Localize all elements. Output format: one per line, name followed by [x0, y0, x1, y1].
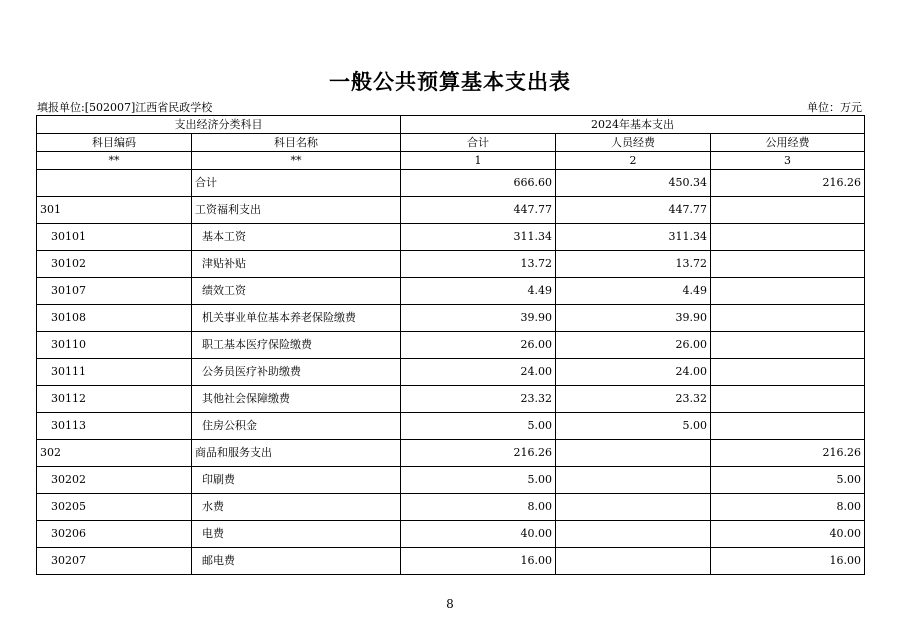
col-index-total: 1 [401, 152, 556, 170]
col-index-personnel: 2 [556, 152, 711, 170]
header-group-row [37, 116, 865, 134]
cell-code: 30110 [37, 332, 192, 359]
cell-personnel: 4.49 [556, 278, 711, 305]
cell-personnel: 13.72 [556, 251, 711, 278]
table-row [37, 386, 865, 413]
cell-personnel [556, 440, 711, 467]
cell-total: 8.00 [401, 494, 556, 521]
cell-code: 301 [37, 197, 192, 224]
page-number: 8 [446, 597, 454, 611]
cell-total: 16.00 [401, 548, 556, 575]
cell-personnel: 39.90 [556, 305, 711, 332]
cell-total: 4.49 [401, 278, 556, 305]
header-group-classification: 支出经济分类科目 [37, 116, 401, 134]
table-row [37, 197, 865, 224]
cell-personnel: 5.00 [556, 413, 711, 440]
cell-total: 13.72 [401, 251, 556, 278]
cell-public [711, 224, 865, 251]
cell-total: 26.00 [401, 332, 556, 359]
cell-name: 其他社会保障缴费 [192, 386, 401, 413]
cell-code [37, 170, 192, 197]
cell-personnel: 26.00 [556, 332, 711, 359]
cell-name: 印刷费 [192, 467, 401, 494]
reporting-unit: 填报单位:[502007]江西省民政学校 [37, 101, 213, 114]
cell-public [711, 278, 865, 305]
cell-public [711, 251, 865, 278]
table-row [37, 305, 865, 332]
cell-total: 39.90 [401, 305, 556, 332]
cell-code: 30111 [37, 359, 192, 386]
cell-total: 5.00 [401, 467, 556, 494]
cell-public [711, 386, 865, 413]
cell-code: 30112 [37, 386, 192, 413]
cell-code: 30102 [37, 251, 192, 278]
cell-total: 447.77 [401, 197, 556, 224]
cell-public [711, 332, 865, 359]
table-row [37, 494, 865, 521]
table-row [37, 224, 865, 251]
cell-public [711, 413, 865, 440]
cell-personnel [556, 548, 711, 575]
cell-public: 8.00 [711, 494, 865, 521]
table-row [37, 440, 865, 467]
cell-name: 合计 [192, 170, 401, 197]
cell-code: 302 [37, 440, 192, 467]
col-header-total: 合计 [401, 134, 556, 152]
cell-code: 30205 [37, 494, 192, 521]
cell-personnel: 450.34 [556, 170, 711, 197]
cell-personnel [556, 494, 711, 521]
cell-personnel: 311.34 [556, 224, 711, 251]
cell-code: 30202 [37, 467, 192, 494]
currency-unit: 单位：万元 [807, 101, 862, 114]
cell-name: 住房公积金 [192, 413, 401, 440]
cell-public: 216.26 [711, 170, 865, 197]
cell-name: 公务员医疗补助缴费 [192, 359, 401, 386]
cell-public [711, 197, 865, 224]
cell-total: 24.00 [401, 359, 556, 386]
cell-name: 机关事业单位基本养老保险缴费 [192, 305, 401, 332]
cell-name: 工资福利支出 [192, 197, 401, 224]
cell-name: 职工基本医疗保险缴费 [192, 332, 401, 359]
cell-code: 30206 [37, 521, 192, 548]
cell-code: 30107 [37, 278, 192, 305]
col-index-public: 3 [711, 152, 865, 170]
cell-name: 商品和服务支出 [192, 440, 401, 467]
page-title: 一般公共预算基本支出表 [329, 70, 571, 94]
cell-personnel: 24.00 [556, 359, 711, 386]
cell-name: 水费 [192, 494, 401, 521]
table-row [37, 170, 865, 197]
table-row [37, 359, 865, 386]
table-row [37, 278, 865, 305]
header-index-row [37, 152, 865, 170]
cell-code: 30113 [37, 413, 192, 440]
cell-total: 311.34 [401, 224, 556, 251]
col-header-personnel: 人员经费 [556, 134, 711, 152]
cell-code: 30108 [37, 305, 192, 332]
cell-total: 40.00 [401, 521, 556, 548]
cell-name: 基本工资 [192, 224, 401, 251]
cell-total: 216.26 [401, 440, 556, 467]
expenditure-table [36, 115, 865, 575]
table-row [37, 413, 865, 440]
cell-name: 津贴补贴 [192, 251, 401, 278]
col-header-code: 科目编码 [37, 134, 192, 152]
cell-public: 16.00 [711, 548, 865, 575]
cell-name: 绩效工资 [192, 278, 401, 305]
table-row [37, 332, 865, 359]
table-row [37, 521, 865, 548]
table-row [37, 251, 865, 278]
cell-code: 30207 [37, 548, 192, 575]
cell-total: 666.60 [401, 170, 556, 197]
cell-public: 5.00 [711, 467, 865, 494]
table-row [37, 548, 865, 575]
cell-code: 30101 [37, 224, 192, 251]
cell-personnel [556, 467, 711, 494]
cell-personnel: 23.32 [556, 386, 711, 413]
cell-public [711, 305, 865, 332]
col-index-code: ** [37, 152, 192, 170]
cell-name: 电费 [192, 521, 401, 548]
col-header-name: 科目名称 [192, 134, 401, 152]
col-header-public: 公用经费 [711, 134, 865, 152]
cell-total: 5.00 [401, 413, 556, 440]
cell-name: 邮电费 [192, 548, 401, 575]
table-row [37, 467, 865, 494]
cell-personnel: 447.77 [556, 197, 711, 224]
col-index-name: ** [192, 152, 401, 170]
header-group-basic-expenditure: 2024年基本支出 [401, 116, 865, 134]
cell-total: 23.32 [401, 386, 556, 413]
header-columns-row [37, 134, 865, 152]
cell-public [711, 359, 865, 386]
cell-personnel [556, 521, 711, 548]
cell-public: 40.00 [711, 521, 865, 548]
cell-public: 216.26 [711, 440, 865, 467]
